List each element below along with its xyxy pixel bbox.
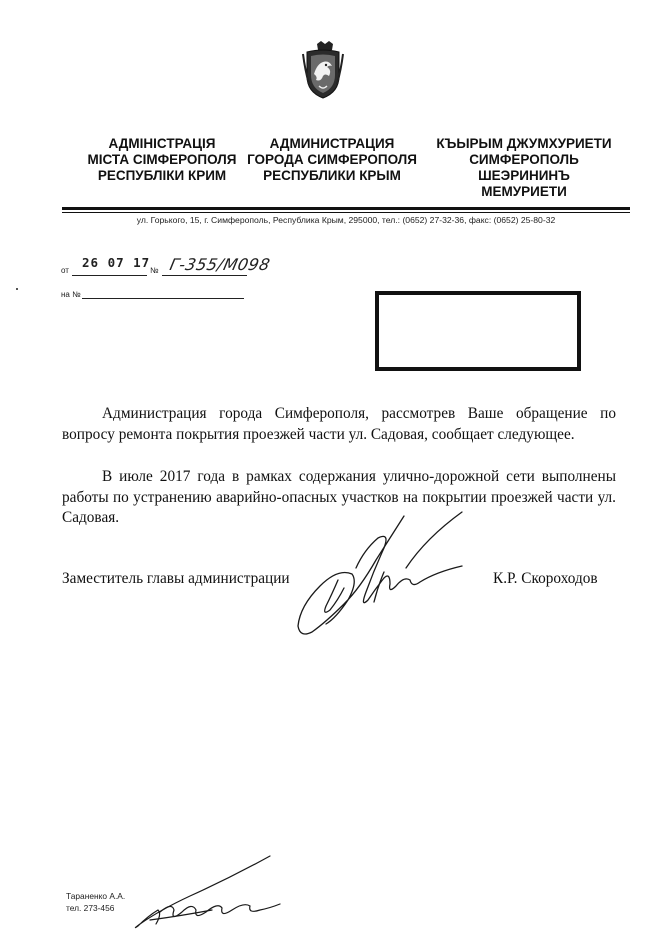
ref-number: Г-355/М098 bbox=[167, 255, 272, 274]
body-paragraph-2-text: В июле 2017 года в рамках содержания улично-дорожной сети выполнены работы по устранению аварийно-опасных участков на покрытии проезжей части ул. Садовая. bbox=[62, 468, 616, 526]
ref-on-label: на № bbox=[61, 290, 81, 299]
ref-number-underline bbox=[162, 275, 247, 276]
header-ru-line-3: РЕСПУБЛИКИ КРЫМ bbox=[263, 168, 401, 183]
header-ru-line-1: АДМИНИСТРАЦИЯ bbox=[269, 136, 395, 151]
executor-name: Тараненко А.А. bbox=[66, 891, 126, 901]
executor-phone: тел. 273-456 bbox=[66, 903, 115, 913]
handwritten-signature bbox=[286, 508, 476, 658]
header-crh-line-2: СИМФЕРОПОЛЬ bbox=[469, 152, 579, 167]
header-ru-line-2: ГОРОДА СИМФЕРОПОЛЯ bbox=[247, 152, 417, 167]
signatory-title: Заместитель главы администрации bbox=[62, 570, 290, 587]
ref-date: 26 07 17 bbox=[82, 255, 151, 270]
header-uk-line-1: АДМІНІСТРАЦІЯ bbox=[108, 136, 216, 151]
ref-on-underline bbox=[82, 298, 244, 299]
scan-speck bbox=[16, 288, 18, 290]
header-crh-line-3: ШЕЭРИНИНЪ bbox=[478, 168, 570, 183]
address-line: ул. Горького, 15, г. Симферополь, Республика Крым, 295000, тел.: (0652) 27-32-36, факс: (0652) 25-80-32 bbox=[136, 215, 556, 225]
header-crimean-tatar bbox=[414, 136, 634, 200]
header-uk-line-2: МІСТА СІМФЕРОПОЛЯ bbox=[87, 152, 237, 167]
header-divider-thick bbox=[62, 207, 630, 210]
body-paragraph-1-text: Администрация города Симферополя, рассмотрев Ваше обращение по вопросу ремонта покрытия проезжей части ул. Садовая, сообщает следующее. bbox=[62, 405, 616, 443]
ref-number-label: № bbox=[150, 266, 159, 275]
executor-initials-signature bbox=[120, 850, 290, 935]
body-paragraph-1 bbox=[62, 404, 616, 445]
header-uk-line-3: РЕСПУБЛІКИ КРИМ bbox=[97, 168, 227, 183]
ref-date-underline bbox=[72, 275, 147, 276]
header-crh-line-1: КЪЫРЫМ ДЖУМХУРИЕТИ bbox=[436, 136, 612, 151]
redacted-recipient-box bbox=[375, 291, 581, 371]
ref-from-label: от bbox=[61, 266, 69, 275]
coat-of-arms-emblem bbox=[299, 40, 347, 100]
signatory-name: К.Р. Скороходов bbox=[493, 570, 598, 587]
header-russian bbox=[232, 136, 432, 184]
header-crh-line-4: МЕМУРИЕТИ bbox=[481, 184, 567, 199]
header-divider-thin bbox=[62, 212, 630, 213]
